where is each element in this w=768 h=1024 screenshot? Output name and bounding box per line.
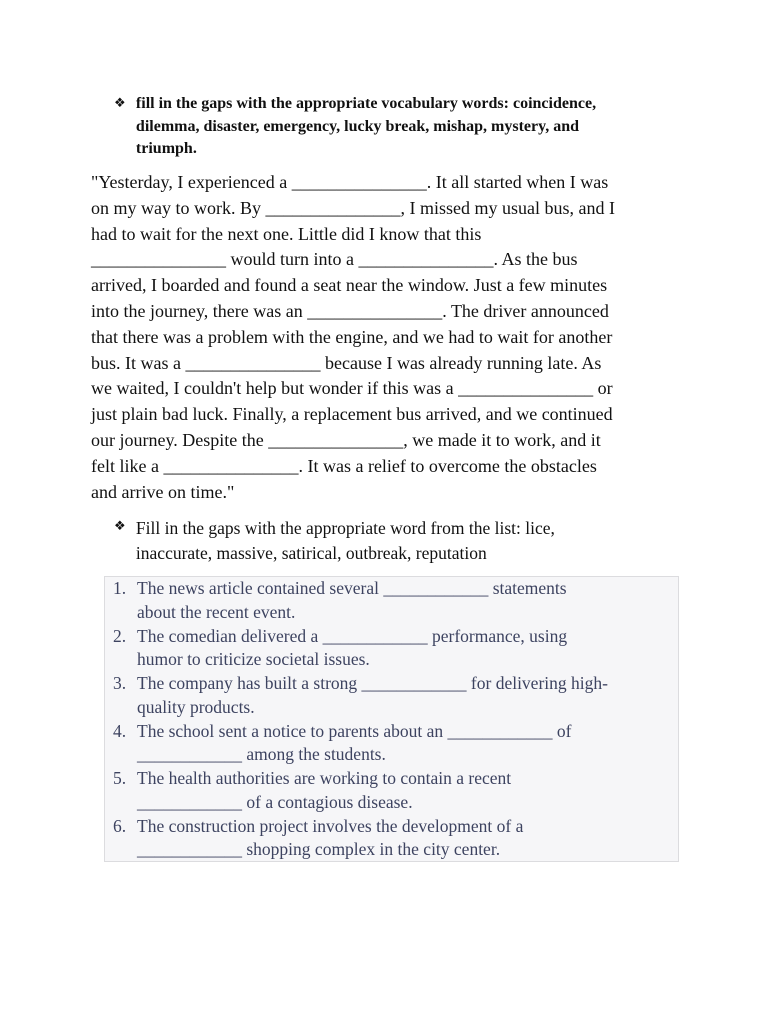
- story-line: on my way to work. By _______________, I missed my usual bus, and I: [91, 197, 615, 218]
- item-line: The school sent a notice to parents about an ____________ of: [137, 720, 572, 741]
- story-line: felt like a _______________. It was a relief to overcome the obstacles: [91, 455, 597, 476]
- exercise-box: [104, 576, 679, 862]
- item-line: ____________ among the students.: [137, 744, 386, 764]
- story-line: "Yesterday, I experienced a _______________. It all started when I was: [91, 172, 609, 192]
- story-line: bus. It was a _______________ because I was already running late. As: [91, 352, 602, 373]
- item-text: [137, 815, 677, 862]
- story-line: into the journey, there was an _______________. The driver announced: [91, 300, 609, 321]
- exercise-list: [113, 577, 679, 862]
- item-number: 3.: [113, 673, 127, 693]
- instruction-1-line: triumph.: [135, 140, 197, 157]
- instruction-1-text: [136, 93, 654, 161]
- item-number: 6.: [113, 815, 127, 836]
- story-line: _______________ would turn into a _______________. As the bus: [91, 249, 578, 270]
- item-line: about the recent event.: [137, 601, 296, 622]
- instruction-1-line: fill in the gaps with the appropriate vocabulary words: coincidence,: [135, 95, 597, 112]
- item-text: [137, 577, 677, 624]
- list-item: [113, 672, 679, 719]
- instruction-2-text: [136, 516, 654, 566]
- story-line: we waited, I couldn't help but wonder if this was a _______________ or: [91, 378, 613, 399]
- story-line: our journey. Despite the _______________, we made it to work, and it: [91, 429, 601, 450]
- item-line: quality products.: [137, 696, 255, 717]
- item-number: 2.: [113, 625, 127, 646]
- story-line: had to wait for the next one. Little did I know that this: [91, 223, 482, 244]
- instruction-1: [114, 93, 654, 161]
- item-text: [137, 767, 677, 814]
- story-line: and arrive on time.": [91, 481, 235, 502]
- item-line: The news article contained several ____________ statements: [137, 578, 567, 598]
- item-line: The comedian delivered a ____________ performance, using: [137, 625, 568, 646]
- list-item: [113, 577, 679, 624]
- item-number: 5.: [113, 768, 127, 788]
- item-line: ____________ of a contagious disease.: [137, 791, 413, 812]
- list-item: [113, 720, 679, 767]
- item-line: The construction project involves the development of a: [137, 815, 524, 836]
- story-line: that there was a problem with the engine, and we had to wait for another: [91, 326, 613, 347]
- item-line: The company has built a strong ____________ for delivering high-: [137, 673, 608, 693]
- instruction-2-line: inaccurate, massive, satirical, outbreak, reputation: [135, 543, 487, 563]
- item-text: [137, 672, 677, 719]
- item-line: The health authorities are working to contain a recent: [137, 768, 512, 788]
- item-number: 1.: [113, 578, 127, 598]
- instruction-1-line: dilemma, disaster, emergency, lucky break, mishap, mystery, and: [135, 117, 580, 135]
- item-text: [137, 625, 677, 672]
- item-number: 4.: [113, 720, 127, 741]
- story-line: just plain bad luck. Finally, a replacement bus arrived, and we continued: [91, 404, 613, 425]
- instruction-2: [114, 516, 654, 566]
- story-paragraph: [91, 170, 681, 505]
- list-item: [113, 815, 679, 862]
- four-diamond-bullet-icon: ❖: [114, 96, 126, 111]
- item-line: ____________ shopping complex in the city center.: [137, 839, 501, 859]
- list-item: [113, 767, 679, 814]
- story-line: arrived, I boarded and found a seat near the window. Just a few minutes: [91, 275, 608, 296]
- item-line: humor to criticize societal issues.: [137, 649, 370, 669]
- four-diamond-bullet-icon: ❖: [114, 519, 126, 534]
- instruction-2-line: Fill in the gaps with the appropriate word from the list: lice,: [135, 518, 555, 538]
- list-item: [113, 625, 679, 672]
- item-text: [137, 720, 677, 767]
